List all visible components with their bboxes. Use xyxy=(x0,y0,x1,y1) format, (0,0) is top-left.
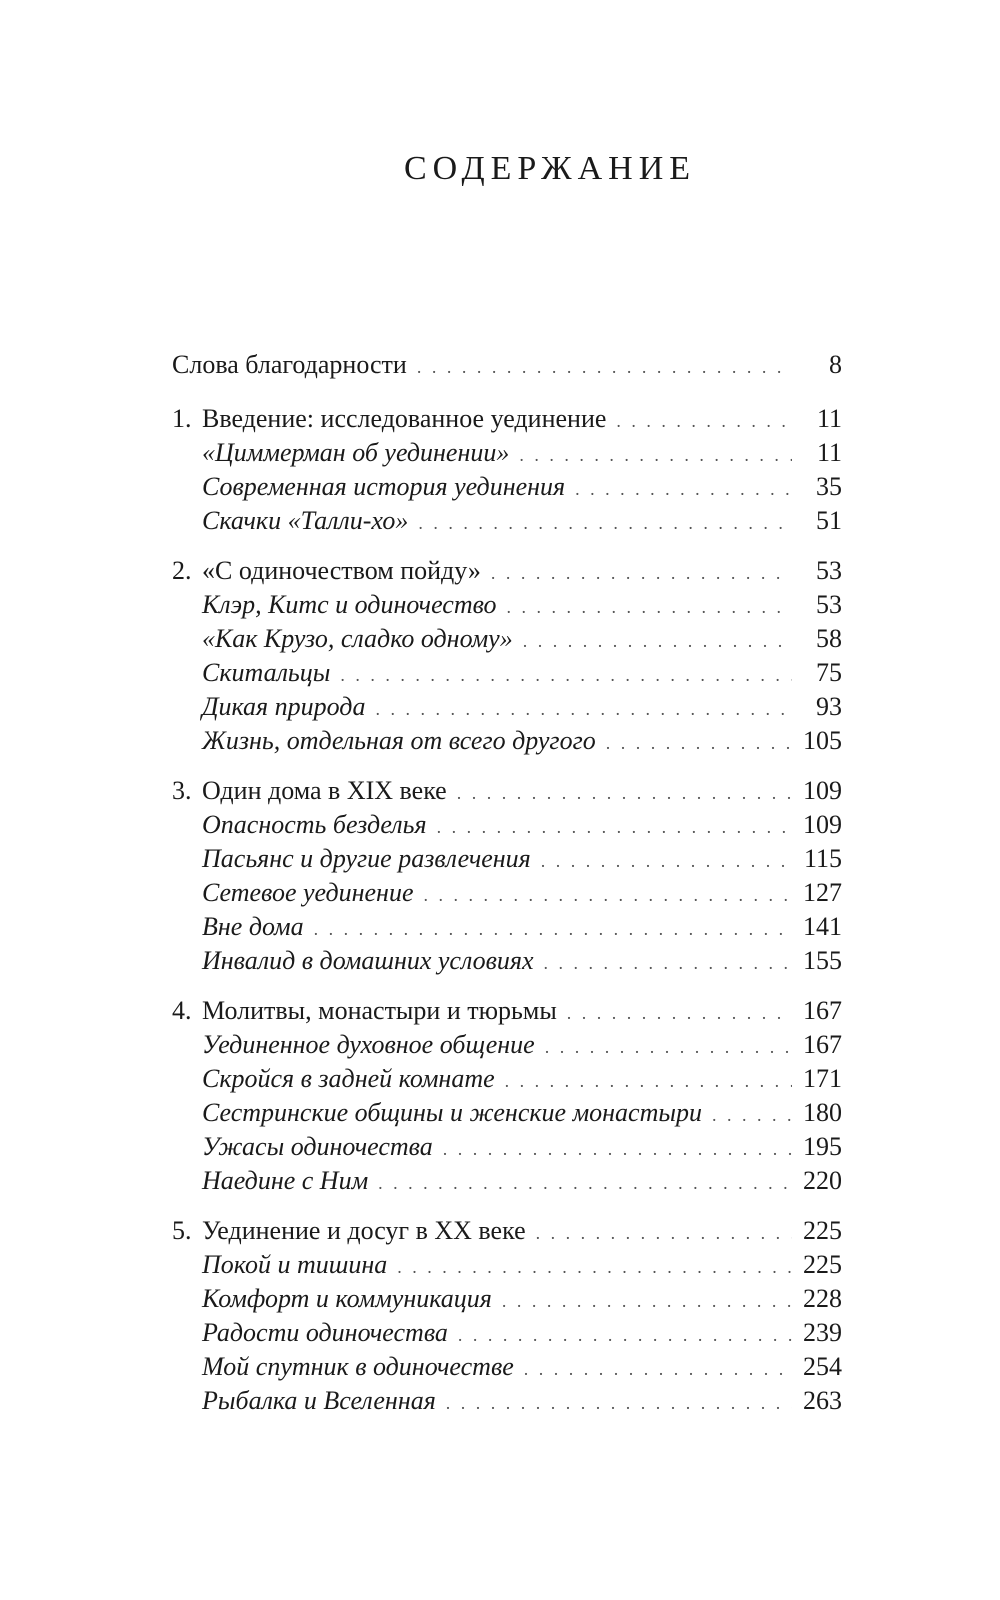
toc-entry-section[interactable] xyxy=(172,690,842,724)
toc-entry-section[interactable] xyxy=(172,724,842,758)
chapter-number: 3. xyxy=(172,776,192,805)
toc-entry-label: Вне дома xyxy=(202,912,304,941)
dot-leader xyxy=(536,1216,792,1250)
dot-leader xyxy=(417,350,792,384)
toc-entry-section[interactable] xyxy=(172,504,842,538)
toc-entry-label: Сетевое уединение xyxy=(202,878,414,907)
toc-entry-label: Наедине с Ним xyxy=(202,1166,369,1195)
chapter-block xyxy=(172,774,842,978)
toc-page-number: 115 xyxy=(803,844,842,873)
toc-page-number: 263 xyxy=(803,1386,842,1415)
toc-entry-section[interactable] xyxy=(172,1028,842,1062)
chapter-number: 5. xyxy=(172,1216,192,1245)
chapter-block xyxy=(172,554,842,758)
toc-entry-section[interactable] xyxy=(172,944,842,978)
toc-entry-section[interactable] xyxy=(172,910,842,944)
toc-entry-section[interactable] xyxy=(172,1130,842,1164)
toc-entry-section[interactable] xyxy=(172,1316,842,1350)
toc-entry-section[interactable] xyxy=(172,622,842,656)
dot-leader xyxy=(606,726,792,760)
toc-page-number: 254 xyxy=(803,1352,842,1381)
toc-page-number: 171 xyxy=(803,1064,842,1093)
dot-leader xyxy=(524,1352,792,1386)
toc-entry-label: Современная история уединения xyxy=(202,472,566,501)
toc-entry-label: Уединение и досуг в XX веке xyxy=(202,1216,526,1245)
toc-entry-label: Один дома в XIX веке xyxy=(202,776,447,805)
dot-leader xyxy=(397,1250,792,1284)
toc-page-number: 11 xyxy=(816,438,842,467)
toc-page-number: 75 xyxy=(816,658,842,687)
toc-entry-label: «С одиночеством пойду» xyxy=(202,556,481,585)
dot-leader xyxy=(544,946,792,980)
toc-page-number: 35 xyxy=(816,472,842,501)
dot-leader xyxy=(575,472,792,506)
table-of-contents xyxy=(172,348,842,1434)
toc-entry-label: Мой спутник в одиночестве xyxy=(202,1352,514,1381)
toc-entry-label: Покой и тишина xyxy=(202,1250,388,1279)
toc-page-number: 180 xyxy=(803,1098,842,1127)
dot-leader xyxy=(505,1064,792,1098)
toc-page-number: 167 xyxy=(803,1030,842,1059)
toc-entry-label: Комфорт и коммуникация xyxy=(202,1284,492,1313)
toc-entry-chapter[interactable] xyxy=(172,774,842,808)
toc-entry-section[interactable] xyxy=(172,876,842,910)
dot-leader xyxy=(340,658,792,692)
toc-page-number: 53 xyxy=(816,590,842,619)
dot-leader xyxy=(446,1386,792,1420)
toc-page-number: 105 xyxy=(803,726,842,755)
toc-entry-section[interactable] xyxy=(172,808,842,842)
dot-leader xyxy=(491,556,792,590)
chapter-block xyxy=(172,1214,842,1418)
toc-entry-label: Дикая природа xyxy=(202,692,366,721)
chapter-number: 4. xyxy=(172,996,192,1025)
toc-entry-chapter[interactable] xyxy=(172,402,842,436)
dot-leader xyxy=(567,996,792,1030)
toc-page-number: 8 xyxy=(829,350,842,379)
toc-page-number: 220 xyxy=(803,1166,842,1195)
toc-entry-label: Скачки «Талли-хо» xyxy=(202,506,409,535)
dot-leader xyxy=(541,844,792,878)
toc-page-number: 239 xyxy=(803,1318,842,1347)
toc-entry-label: «Циммерман об уединении» xyxy=(202,438,510,467)
toc-entry-section[interactable] xyxy=(172,1384,842,1418)
toc-entry-label: Скройся в задней комнате xyxy=(202,1064,495,1093)
dot-leader xyxy=(423,878,792,912)
toc-entry-label: Слова благодарности xyxy=(172,350,407,379)
toc-entry-chapter[interactable] xyxy=(172,994,842,1028)
toc-page-number: 109 xyxy=(803,810,842,839)
toc-page-number: 167 xyxy=(803,996,842,1025)
dot-leader xyxy=(616,404,792,438)
toc-entry-section[interactable] xyxy=(172,470,842,504)
dot-leader xyxy=(523,624,792,658)
chapter-block xyxy=(172,994,842,1198)
toc-entry-section[interactable] xyxy=(172,1248,842,1282)
toc-page-number: 53 xyxy=(816,556,842,585)
dot-leader xyxy=(712,1098,792,1132)
dot-leader xyxy=(418,506,792,540)
toc-entry-section[interactable] xyxy=(172,656,842,690)
toc-entry-label: Ужасы одиночества xyxy=(202,1132,433,1161)
chapter-number: 2. xyxy=(172,556,192,585)
toc-entry-section[interactable] xyxy=(172,1062,842,1096)
toc-page-number: 225 xyxy=(803,1250,842,1279)
toc-page-number: 109 xyxy=(803,776,842,805)
toc-entry-section[interactable] xyxy=(172,1282,842,1316)
dot-leader xyxy=(507,590,792,624)
toc-entry-chapter[interactable] xyxy=(172,1214,842,1248)
toc-entry-label: Молитвы, монастыри и тюрьмы xyxy=(202,996,557,1025)
dot-leader xyxy=(314,912,792,946)
chapter-list xyxy=(172,402,842,1418)
toc-entry-section[interactable] xyxy=(172,842,842,876)
toc-entry-label: Клэр, Китс и одиночество xyxy=(202,590,497,619)
toc-page-number: 225 xyxy=(803,1216,842,1245)
toc-entry-section[interactable] xyxy=(172,1096,842,1130)
chapter-number: 1. xyxy=(172,404,192,433)
toc-entry-chapter[interactable] xyxy=(172,554,842,588)
toc-entry-label: Инвалид в домашних условиях xyxy=(202,946,534,975)
dot-leader xyxy=(545,1030,792,1064)
toc-page-number: 155 xyxy=(803,946,842,975)
toc-entry-label: Пасьянс и другие развлечения xyxy=(202,844,531,873)
page-title: СОДЕРЖАНИЕ xyxy=(403,150,697,187)
dot-leader xyxy=(443,1132,792,1166)
toc-entry-label: Жизнь, отдельная от всего другого xyxy=(202,726,596,755)
toc-entry-section[interactable] xyxy=(172,436,842,470)
toc-page-number: 11 xyxy=(816,404,842,433)
toc-entry-section[interactable] xyxy=(172,588,842,622)
toc-page-number: 58 xyxy=(816,624,842,653)
toc-entry-label: Опасность безделья xyxy=(202,810,427,839)
toc-page-number: 195 xyxy=(803,1132,842,1161)
toc-page-number: 228 xyxy=(803,1284,842,1313)
toc-page-number: 141 xyxy=(803,912,842,941)
dot-leader xyxy=(457,776,792,810)
toc-entry-label: «Как Крузо, сладко одному» xyxy=(202,624,513,653)
toc-entry-label: Скитальцы xyxy=(202,658,331,687)
toc-entry-label: Рыбалка и Вселенная xyxy=(202,1386,436,1415)
toc-page-number: 127 xyxy=(803,878,842,907)
dot-leader xyxy=(458,1318,792,1352)
toc-entry-label: Сестринские общины и женские монастыри xyxy=(202,1098,702,1127)
toc-entry-label: Уединенное духовное общение xyxy=(202,1030,535,1059)
toc-entry-acknowledgements[interactable] xyxy=(172,348,842,382)
toc-page-number: 51 xyxy=(816,506,842,535)
toc-entry-section[interactable] xyxy=(172,1350,842,1384)
dot-leader xyxy=(502,1284,792,1318)
dot-leader xyxy=(378,1166,792,1200)
dot-leader xyxy=(519,438,792,472)
chapter-block xyxy=(172,402,842,538)
toc-entry-label: Введение: исследованное уединение xyxy=(202,404,607,433)
dot-leader xyxy=(437,810,792,844)
toc-entry-section[interactable] xyxy=(172,1164,842,1198)
toc-entry-label: Радости одиночества xyxy=(202,1318,448,1347)
toc-page-number: 93 xyxy=(816,692,842,721)
dot-leader xyxy=(375,692,792,726)
